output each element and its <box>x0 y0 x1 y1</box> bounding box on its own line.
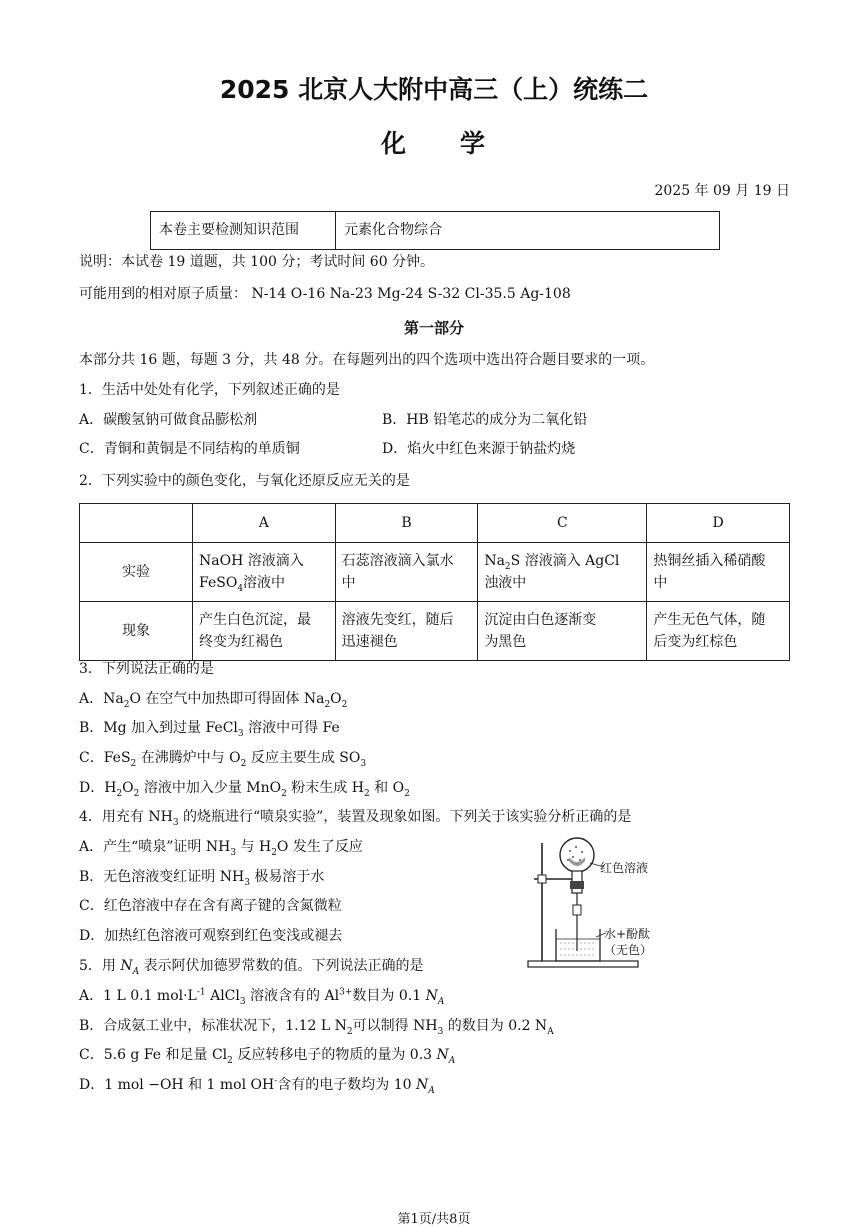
q2-row-label-phenomenon: 现象 <box>80 602 193 661</box>
q5-stem: 5．用 $N_A$ 表示阿伏加德罗常数的值。下列说法正确的是 <box>79 958 424 977</box>
exam-title: 2025 北京人大附中高三（上）统练二 <box>219 75 649 104</box>
q4-option-b: B．无色溶液变红证明 $NH_3$ 极易溶于水 <box>79 869 325 888</box>
q2-exp-c: $Na_2S$ 溶液滴入 AgCl 浊液中 <box>478 543 647 602</box>
subject-title <box>0 124 868 160</box>
q2-phen-b: 溶液先变红，随后 迅速褪色 <box>335 602 478 661</box>
q3-option-c: C．FeS$_2$ 在沸腾炉中与 $O_2$ 反应主要生成 $SO_3$ <box>79 750 367 769</box>
figure-label-red-solution: 红色溶液 <box>600 861 649 875</box>
atomic-masses: 可能用到的相对原子质量： N-14 O-16 Na-23 Mg-24 S-32 Cl-35.5 Ag-108 <box>79 286 571 302</box>
q2-header-d: D <box>647 504 790 543</box>
fountain-apparatus-figure <box>520 833 670 973</box>
figure-label-colorless: （无色） <box>604 943 653 957</box>
part-heading: 第一部分 <box>403 319 464 337</box>
q4-stem: 4．用充有 $NH_3$ 的烧瓶进行“喷泉实验”，装置及现象如图。下列关于该实验分析正确的是 <box>79 809 632 828</box>
q1-option-b: B．HB 铅笔芯的成分为二氧化铅 <box>382 412 588 428</box>
q5-option-d: D．1 mol −OH 和 1 mol OH-含有的电子数均为 10 $N_A$ <box>79 1076 435 1096</box>
q2-exp-d: 热铜丝插入稀硝酸 中 <box>647 543 790 602</box>
q3-option-b: B．Mg 加入到过量 FeCl$_3$ 溶液中可得 Fe <box>79 720 340 739</box>
q2-header-c: C <box>478 504 647 543</box>
q3-option-d: D．$H_2O_2$ 溶液中加入少量 MnO$_2$ 粉末生成 $H_2$ 和 $O_2$ <box>79 780 410 799</box>
scope-box <box>150 211 720 250</box>
q4-option-a: A．产生“喷泉”证明 $NH_3$ 与 $H_2O$ 发生了反应 <box>79 839 363 858</box>
q2-exp-a: NaOH 溶液滴入 FeSO$_4$溶液中 <box>193 543 336 602</box>
q5-option-a: A．1 L 0.1 $mol\cdot L^{-1}$ AlCl$_3$ 溶液含有的 $Al^{3+}$数目为 0.1 $N_A$ <box>79 987 445 1007</box>
q3-stem: 3．下列说法正确的是 <box>79 661 214 677</box>
q2-exp-b: 石蕊溶液滴入氯水 中 <box>335 543 478 602</box>
q5-option-c: C．5.6 g Fe 和足量 $Cl_2$ 反应转移电子的物质的量为 0.3 $N_A$ <box>79 1047 456 1066</box>
q2-table <box>79 503 790 661</box>
part-intro: 本部分共 16 题，每题 3 分，共 48 分。在每题列出的四个选项中选出符合题目要求的一项。 <box>79 352 655 368</box>
subject-char-1: 化 <box>380 129 408 158</box>
q2-row-label-experiment: 实验 <box>80 543 193 602</box>
scope-value: 元素化合物综合 <box>344 222 442 238</box>
q4-option-c: C．红色溶液中存在含有离子键的含氮微粒 <box>79 898 342 914</box>
q3-option-a: A．$Na_2O$ 在空气中加热即可得固体 $Na_2O_2$ <box>79 691 348 710</box>
q2-header-a: A <box>193 504 336 543</box>
q1-option-c: C．青铜和黄铜是不同结构的单质铜 <box>79 441 300 457</box>
page-footer: 第1页/共8页 <box>397 1212 471 1227</box>
q2-phen-d: 产生无色气体，随 后变为红棕色 <box>647 602 790 661</box>
q5-option-b: B．合成氨工业中，标准状况下，1.12 L $N_2$可以制得 $NH_3$ 的数目为 0.2 $N_A$ <box>79 1018 554 1037</box>
exam-date: 2025 年 09 月 19 日 <box>654 183 790 199</box>
q1-stem: 1．生活中处处有化学，下列叙述正确的是 <box>79 382 340 398</box>
instruction-note: 说明：本试卷 19 道题，共 100 分；考试时间 60 分钟。 <box>79 254 435 270</box>
q1-option-a: A．碳酸氢钠可做食品膨松剂 <box>79 412 258 428</box>
q2-stem: 2．下列实验中的颜色变化，与氧化还原反应无关的是 <box>79 473 410 489</box>
q2-header-b: B <box>335 504 478 543</box>
subject-char-2: 学 <box>460 129 488 158</box>
q1-option-d: D．焰火中红色来源于钠盐灼烧 <box>382 441 576 457</box>
scope-label: 本卷主要检测知识范围 <box>151 212 336 249</box>
q2-phen-a: 产生白色沉淀，最 终变为红褐色 <box>193 602 336 661</box>
figure-label-water-phenolphthalein: 水+酚酞 <box>604 927 651 941</box>
q2-phen-c: 沉淀由白色逐渐变 为黑色 <box>478 602 647 661</box>
q4-option-d: D．加热红色溶液可观察到红色变浅或褪去 <box>79 928 343 944</box>
q2-header-blank <box>80 504 193 543</box>
